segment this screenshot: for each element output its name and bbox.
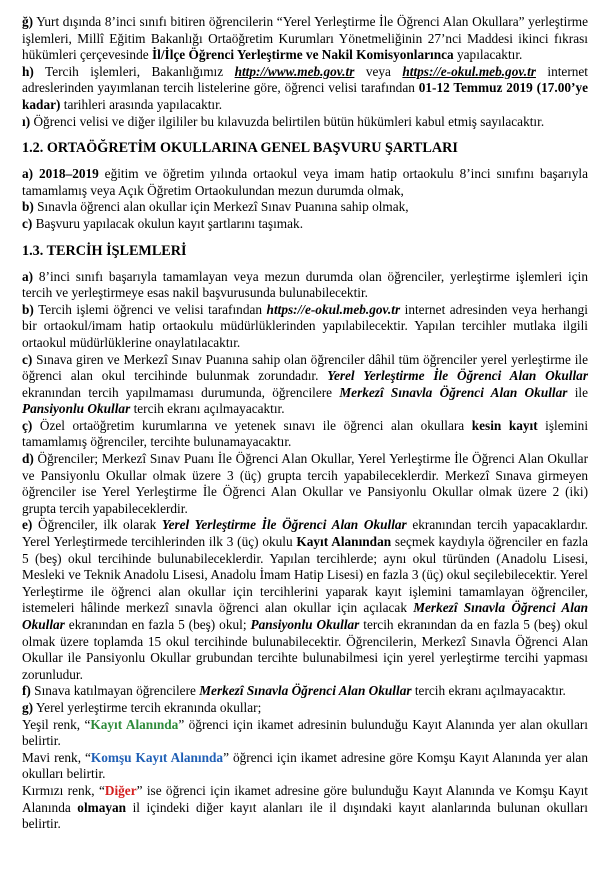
item-g-breve <box>22 14 588 64</box>
item-lead: c) <box>22 215 33 231</box>
bold-text: 2018–2019 <box>33 166 99 182</box>
item-text: 8’inci sınıfı başarıyla tamamlayan veya mezun durumda olan öğrenciler, yerleştirme işlemleri için tercih ve yerleştirmeye esas nakil başvurusunda bulunabilecektir. <box>22 268 588 301</box>
item-text: Öğrenci velisi ve diğer ilgililer bu kılavuzda belirtilen bütün hükümleri kabul etmiş sayılacaktır. <box>30 113 545 129</box>
item-lead: h) <box>22 63 34 79</box>
item-text: ekranından en fazla 5 (beş) okul; <box>64 617 251 632</box>
item-text: işlemini tamamlamış öğrenciler, tercihte bulunamayacaktır. <box>22 417 589 450</box>
blue-label: Komşu Kayıt Alanında <box>90 749 224 765</box>
item-text: Tercih işlemleri, Bakanlığımız <box>33 63 235 79</box>
item-text: ” öğrenci için ikamet adresinin bulunduğu Kayıt Alanında yer alan okulları belirtir. <box>22 716 588 749</box>
item-text: Öğrenciler; Merkezî Sınav Puanı İle Öğrenci Alan Okullar, Yerel Yerleştirme İle Öğrenci Alan Okullar ve Pansiyonlu Okullar olmak üzere 3 (üç) grupta tercih yapabileceklerdir. Merkezî Sınava girmeyen öğrenciler ise Yerel Yerleştirme İle Öğrenci Alan Okullar ve Pansiyonlu Okullar olmak üzere 2 (iki) grupta tercih yapabileceklerdir. <box>22 451 588 516</box>
s13-item-a <box>22 269 588 302</box>
s13-item-c-cedilla <box>22 418 588 451</box>
s12-item-b <box>22 199 588 216</box>
item-lead: b) <box>22 199 34 215</box>
bold-italic-text: Pansiyonlu Okullar <box>22 401 131 417</box>
item-lead: ı) <box>22 113 31 129</box>
item-text: Yurt dışında 8’inci sınıfı bitiren öğrencilerin “Yerel Yerleştirme İle Öğrenci Alan Okullara” yerleştirme işlemleri, Millî Eğitim Bakanlığı Ortaöğretim Kurumları Yönetmeliğinin 27’nci Maddesi ikinci fıkrası hükümleri çerçevesinde <box>22 14 588 63</box>
item-text: Mavi renk, “ <box>22 749 91 765</box>
section-heading-1-2: 1.2. ORTAÖĞRETİM OKULLARINA GENEL BAŞVURU ŞARTLARI <box>22 140 458 157</box>
deadline-text: 01-12 Temmuz 2019 (17.00’ye kadar) <box>22 80 589 112</box>
item-text: ” öğrenci için ikamet adresine göre Komşu Kayıt Alanında yer alan okulları belirtir. <box>22 749 588 782</box>
item-lead: ç) <box>22 417 33 433</box>
s13-item-g <box>22 700 588 717</box>
item-text: Tercih işlemi öğrenci ve velisi tarafından <box>33 301 267 317</box>
e-okul-link[interactable]: https://e-okul.meb.gov.tr <box>266 301 401 317</box>
section-heading-1-3: 1.3. TERCİH İŞLEMLERİ <box>22 242 187 259</box>
item-lead: c) <box>22 351 33 367</box>
item-lead: e) <box>22 517 33 533</box>
item-text: Yeşil renk, “ <box>22 716 91 732</box>
bold-text: İl/İlçe Öğrenci Yerleştirme ve Nakil Komisyonlarınca <box>151 47 454 63</box>
item-text: Kırmızı renk, “ <box>22 782 105 798</box>
s13-item-e <box>22 517 588 683</box>
item-lead: b) <box>22 301 34 317</box>
s13-item-c <box>22 352 588 418</box>
item-text: Yerel yerleştirme tercih ekranında okullar; <box>33 699 262 715</box>
item-text: Sınava katılmayan öğrencilere <box>30 683 200 699</box>
bold-italic-text: Yerel Yerleştirme İle Öğrenci Alan Okullar <box>161 517 407 533</box>
item-text: internet adresinden veya herhangi bir ortaokul/imam hatip ortaokulu müdürlüklerinden yapılabilecektir. Yapılan tercihler mutlaka ilgili ortaokul müdürlüklerine onaylatılacaktır. <box>22 301 588 350</box>
item-text: Sınavla öğrenci alan okullar için Merkezî Sınav Puanına sahip olmak, <box>33 199 409 215</box>
item-text: yapılacaktır. <box>453 47 523 63</box>
item-text: ekranından tercih yapılmaması durumunda, öğrencilere <box>22 384 340 400</box>
item-lead: ğ) <box>22 14 34 29</box>
color-legend-green <box>22 717 588 750</box>
bold-italic-text: Merkezî Sınavla Öğrenci Alan Okullar <box>22 600 588 632</box>
color-legend-red <box>22 783 588 833</box>
green-label: Kayıt Alanında <box>90 716 179 732</box>
item-lead: g) <box>22 699 34 715</box>
red-label: Diğer <box>104 782 137 798</box>
meb-link[interactable]: http://www.meb.gov.tr <box>234 63 355 79</box>
color-legend-blue <box>22 750 588 783</box>
s13-item-b <box>22 302 588 352</box>
item-text: il içindeki diğer kayıt alanları ile il dışındaki kayıt alanlarında bulunan okulları belirtir. <box>22 799 588 832</box>
item-i-dotless <box>22 114 588 131</box>
item-text: tercih ekranı açılmayacaktır. <box>411 683 566 699</box>
item-text: Sınava giren ve Merkezî Sınav Puanına sahip olan öğrenciler dâhil tüm öğrenciler yerel yerleştirme ile öğrenci alan okul tercihinde bulunmak zorundadır. <box>22 351 588 384</box>
e-okul-link[interactable]: https://e-okul.meb.gov.tr <box>402 63 536 79</box>
item-text: seçmek kaydıyla öğrenciler en fazla 5 (beş) okul tercihinde bulunabileceklerdir. Yapılan tercihlerde; aynı okul türünden (Anadolu Lisesi, Mesleki ve Teknik Anadolu Lisesi, Anadolu İmam Hatip Lisesi) en fazla 3 (üç) okul seçilebilecektir. Yerel Yerleştirme ile öğrenci alan okullar için tercihlerini yaparak kayıt işlemini tamamlayan öğrenciler, istemeleri hâlinde merkezî sınavla öğrenci alan okullar için açılacak <box>22 534 588 616</box>
bold-text: Kayıt Alanından <box>296 534 392 550</box>
item-lead: f) <box>22 683 31 699</box>
item-lead: a) <box>22 166 34 182</box>
s12-item-c <box>22 216 588 233</box>
bold-text: kesin kayıt <box>471 417 538 433</box>
bold-italic-text: Yerel Yerleştirme İle Öğrenci Alan Okullar <box>327 368 588 384</box>
item-text: internet adreslerinden yayımlanan tercih listelerine göre, öğrenci velisi tarafından <box>22 63 588 96</box>
s13-item-f <box>22 683 588 700</box>
item-text: eğitim ve öğretim yılında ortaokul veya imam hatip ortaokulu 8’inci sınıfını başarıyla tamamlamış veya Açık Öğretim Ortaokulundan mezun durumda olmak, <box>22 166 588 198</box>
item-text: Özel ortaöğretim kurumlarına ve yetenek sınavı ile öğrenci alan okullara <box>32 417 472 433</box>
item-text: tercih ekranından da en fazla 5 (beş) okul olmak üzere toplamda 15 okul tercihinde bulunabilecektir. Öğrencilerin, Merkezî Sınavla Öğrenci Alan Okullar ile Pansiyonlu Okullar grubundan tercihte bulunabilmesi için yerel yerleştirme tercihi yapması zorunludur. <box>22 617 589 682</box>
s13-item-d <box>22 451 588 517</box>
item-text: ekranından tercih yapacaklardır. Yerel Yerleştirmede tercihlerinden ilk 3 (üç) okulu <box>22 517 588 550</box>
item-text: Başvuru yapılacak okulun kayıt şartlarını taşımak. <box>32 215 304 231</box>
item-text: veya <box>354 63 403 79</box>
item-text: ” ise öğrenci için ikamet adresine göre bulunduğu Kayıt Alanında ve Komşu Kayıt Alanında <box>22 782 589 815</box>
bold-italic-text: Merkezî Sınavla Öğrenci Alan Okullar <box>199 683 412 699</box>
item-lead: a) <box>22 268 34 284</box>
item-text: ile <box>567 384 588 400</box>
bold-italic-text: Pansiyonlu Okullar <box>250 617 360 632</box>
item-h <box>22 64 588 114</box>
item-text: tercih ekranı açılmayacaktır. <box>130 401 285 417</box>
bold-text: olmayan <box>77 799 127 815</box>
item-text: tarihleri arasında yapılacaktır. <box>60 96 223 112</box>
bold-italic-text: Merkezî Sınavla Öğrenci Alan Okullar <box>339 384 568 400</box>
item-text: Öğrenciler, ilk olarak <box>32 517 162 533</box>
s12-item-a <box>22 166 588 199</box>
item-lead: d) <box>22 451 34 467</box>
